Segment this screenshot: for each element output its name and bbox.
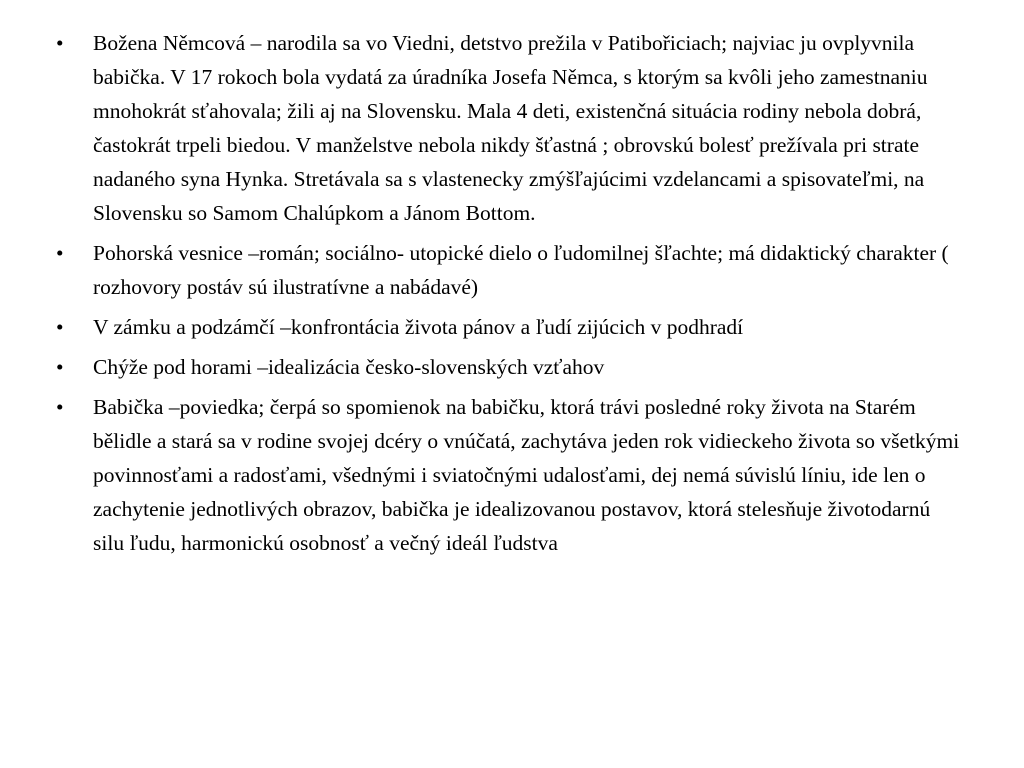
- bullet-item-chyze-pod-horami: [52, 350, 962, 384]
- bullet-text: V zámku a podzámčí –konfrontácia života pánov a ľudí zijúcich v podhradí: [93, 315, 744, 339]
- bullet-item-babicka: [52, 390, 962, 560]
- bullet-icon: •: [56, 31, 64, 55]
- bullet-icon: •: [56, 315, 64, 339]
- bullet-icon: •: [56, 355, 64, 379]
- bullet-item-v-zamku: [52, 310, 962, 344]
- bullet-text: Chýže pod horami –idealizácia česko-slovenských vzťahov: [93, 355, 605, 379]
- bullet-text: Božena Němcová – narodila sa vo Viedni, detstvo prežila v Patibořiciach; najviac ju ovplyvnila babička. V 17 rokoch bola vydatá za úradníka Josefa Němca, s ktorým sa kvôli jeho zamestnaniu mnohokrát sťahovala; žili aj na Slovensku. Mala 4 deti, existenčná situácia rodiny nebola dobrá, častokrát trpeli biedou. V manželstve nebola nikdy šťastná ; obrovskú bolesť prežívala pri strate nadaného syna Hynka. Stretávala sa s vlastenecky zmýšľajúcimi vzdelancami a spisovateľmi, na Slovensku so Samom Chalúpkom a Jánom Bottom.: [93, 31, 928, 225]
- bullet-icon: •: [56, 241, 64, 265]
- bullet-item-nemcova-bio: [52, 26, 962, 230]
- bullet-list: [52, 26, 962, 566]
- bullet-text: Babička –poviedka; čerpá so spomienok na babičku, ktorá trávi posledné roky života na Starém bělidle a stará sa v rodine svojej dcéry o vnúčatá, zachytáva jeden rok vidieckeho života so všetkými povinnosťami a radosťami, všednými i sviatočnými udalosťami, dej nemá súvislú líniu, ide len o zachytenie jednotlivých obrazov, babička je idealizovanou postavov, ktorá stelesňuje životodarnú silu ľudu, harmonickú osobnosť a večný ideál ľudstva: [93, 395, 960, 555]
- bullet-icon: •: [56, 395, 64, 419]
- bullet-text: Pohorská vesnice –román; sociálno- utopické dielo o ľudomilnej šľachte; má didaktický charakter ( rozhovory postáv sú ilustratívne a nabádavé): [93, 241, 949, 299]
- bullet-item-pohorska-vesnice: [52, 236, 962, 304]
